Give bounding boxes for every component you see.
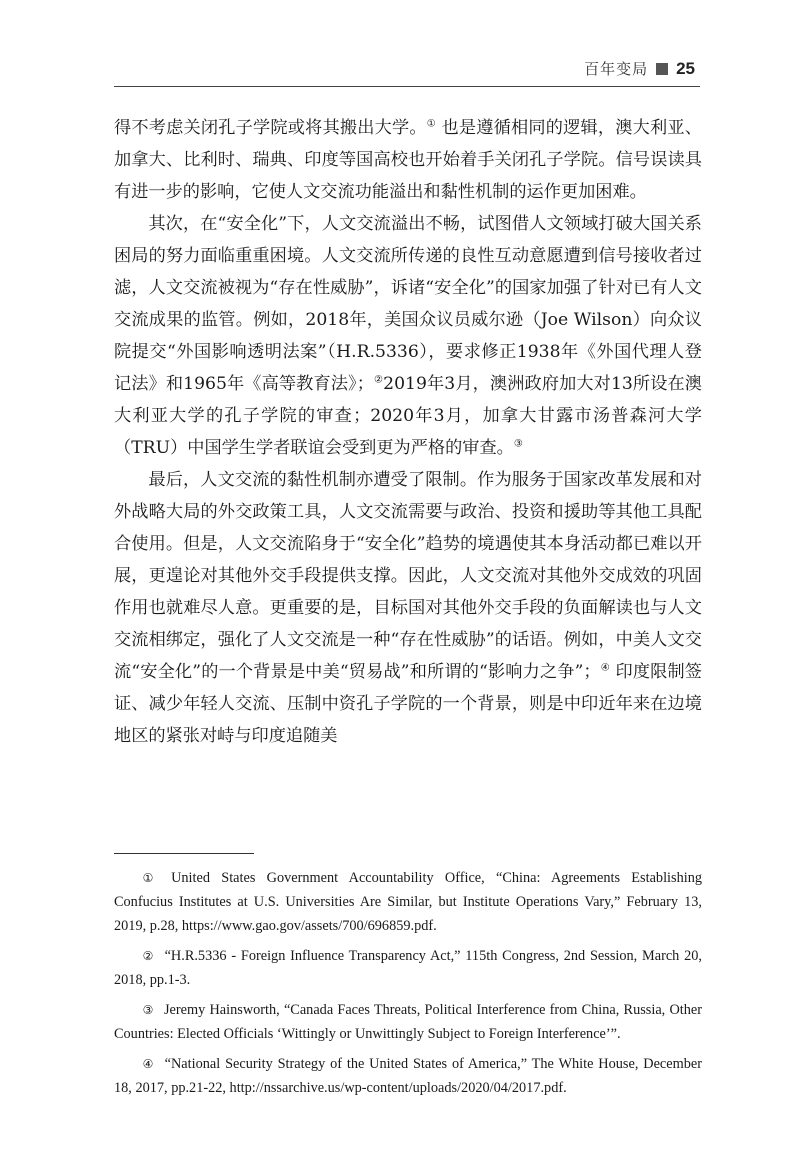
footnote-marker: ③ <box>142 1003 154 1017</box>
footnotes <box>114 866 702 1106</box>
paragraph-2-text-a: 其次，在“安全化”下，人文交流溢出不畅，试图借人文领域打破大国关系困局的努力面临重重困境。人文交流所传递的良性互动意愿遭到信号接收者过滤，人文交流被视为“存在性威胁”，诉诸“安全化”的国家加强了针对已有人文交流成果的监管。例如，2018年，美国众议员威尔逊（Joe Wilson）向众议院提交“外国影响透明法案”（H.R.5336），要求修正1938年《外国代理人登记法》和1965年《高等教育法》； <box>114 214 702 394</box>
footnote-ref-4[interactable]: ④ <box>600 662 610 674</box>
footnote-marker: ① <box>142 871 162 885</box>
page-header <box>584 58 695 79</box>
paragraph-3 <box>114 464 702 752</box>
paragraph-2 <box>114 208 702 464</box>
footnote-ref-1[interactable]: ① <box>426 118 436 130</box>
paragraph-1-text-b: 也是遵循相同的逻辑，澳大利亚、加拿大、比利时、瑞典、印度等国高校也开始着手关闭孔子学院。信号误读具有进一步的影响，它使人文交流功能溢出和黏性机制的运作更加困难。 <box>114 118 702 202</box>
running-title: 百年变局 <box>584 60 649 78</box>
footnote-3 <box>114 998 702 1046</box>
paragraph-1-text-a: 得不考虑关闭孔子学院或将其搬出大学。 <box>114 118 427 138</box>
footnote-ref-3[interactable]: ③ <box>513 438 523 450</box>
paragraph-3-text-b: 印度限制签证、减少年轻人交流、压制中资孔子学院的一个背景，则是中印近年来在边境地区的紧张对峙与印度追随美 <box>114 662 702 746</box>
footnote-separator <box>114 853 254 854</box>
footnote-text: “H.R.5336 - Foreign Influence Transparency Act,” 115th Congress, 2nd Session, March 20, 2018, pp.1-3. <box>114 948 702 988</box>
footnote-text: Jeremy Hainsworth, “Canada Faces Threats, Political Interference from China, Russia, Other Countries: Elected Officials ‘Wittingly or Unwittingly Subject to Foreign Interference’”. <box>114 1002 702 1042</box>
paragraph-2-text-b: 2019年3月，澳洲政府加大对13所设在澳大利亚大学的孔子学院的审查；2020年3月，加拿大甘露市汤普森河大学（TRU）中国学生学者联谊会受到更为严格的审查。 <box>114 374 702 458</box>
footnote-marker: ④ <box>142 1057 155 1071</box>
paragraph-3-text-a: 最后，人文交流的黏性机制亦遭受了限制。作为服务于国家改革发展和对外战略大局的外交政策工具，人文交流需要与政治、投资和援助等其他工具配合使用。但是，人文交流陷身于“安全化”趋势的境遇使其本身活动都已难以开展，更遑论对其他外交手段提供支撑。因此，人文交流对其他外交成效的巩固作用也就难尽人意。更重要的是，目标国对其他外交手段的负面解读也与人文交流相绑定，强化了人文交流是一种“存在性威胁”的话语。例如，中美人文交流“安全化”的一个背景是中美“贸易战”和所谓的“影响力之争”； <box>114 470 702 682</box>
paragraph-1 <box>114 112 702 208</box>
footnote-ref-2[interactable]: ② <box>373 374 384 386</box>
footnote-1 <box>114 866 702 938</box>
square-bullet-icon <box>656 63 668 75</box>
header-rule <box>114 86 700 87</box>
footnote-text: United States Government Accountability Office, “China: Agreements Establishing Confucius Institutes at U.S. Universities Are Similar, but Institute Operations Vary,” February 13, 2019, p.28, https://www.gao.gov/assets/700/696859.pdf. <box>114 870 702 934</box>
footnote-2 <box>114 944 702 992</box>
body-text <box>114 112 702 752</box>
footnote-4 <box>114 1052 702 1100</box>
page-number: 25 <box>676 58 695 78</box>
footnote-marker: ② <box>142 949 155 963</box>
footnote-text: “National Security Strategy of the United States of America,” The White House, December 18, 2017, pp.21-22, http://nssarchive.us/wp-content/uploads/2020/04/2017.pdf. <box>114 1056 702 1096</box>
